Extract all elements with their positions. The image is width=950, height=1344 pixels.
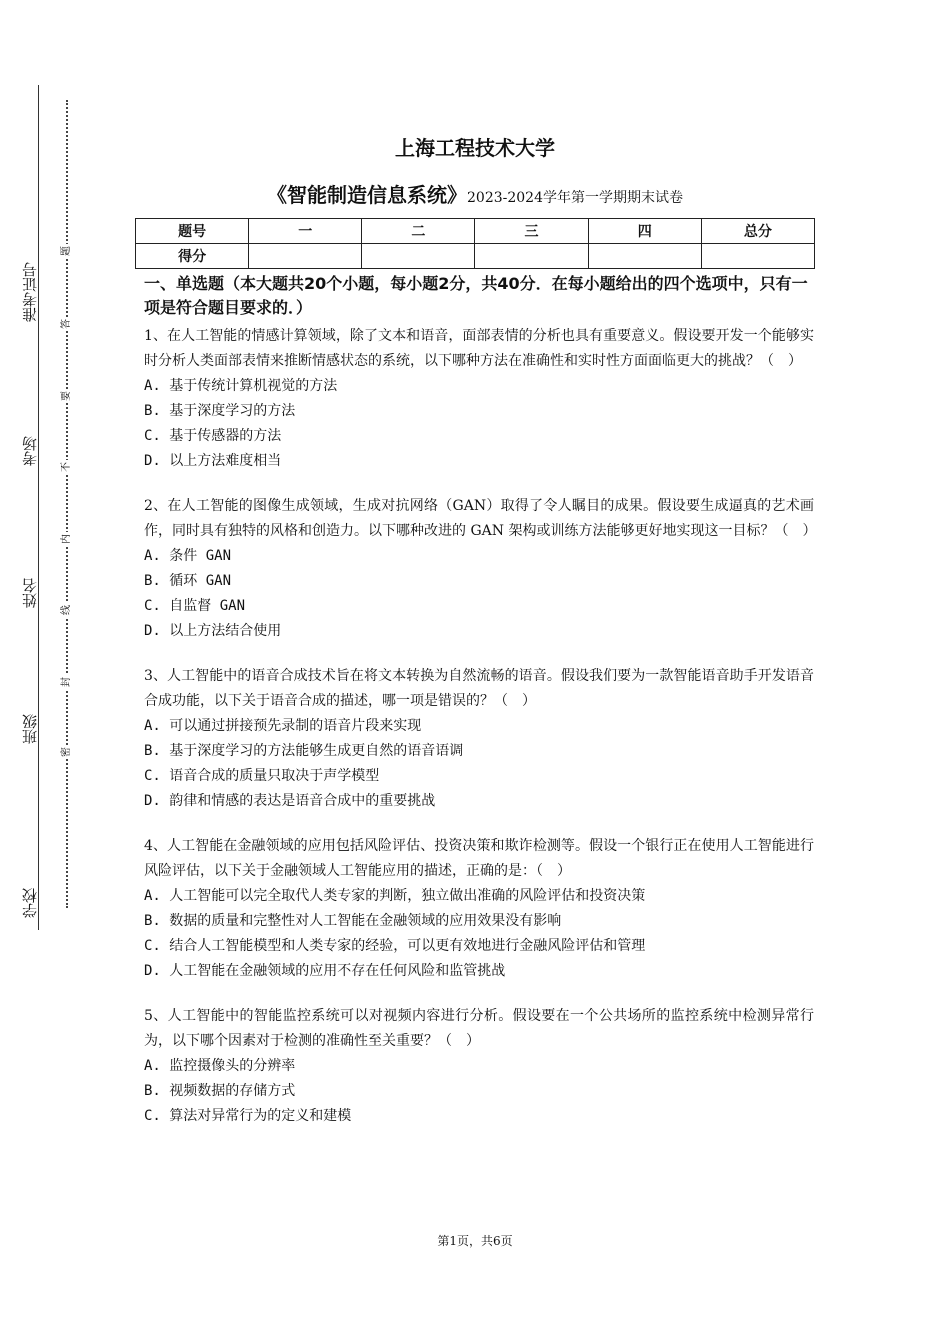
option-c: C. 语音合成的质量只取决于声学模型 [144,768,380,784]
option-a: A. 监控摄像头的分辨率 [144,1058,296,1074]
score-cell [475,244,588,269]
exam-room-label: 考场 [21,436,39,466]
question-stem: 1、在人工智能的情感计算领域，除了文本和语音，面部表情的分析也具有重要意义。假设要开发一个能够实时分析人类面部表情来推断情感状态的系统，以下哪种方法在准确性和实时性方面面临更大的挑战？（ ） [144,328,814,369]
name-label: 姓名 [21,578,39,608]
option-b: B. 数据的质量和完整性对人工智能在金融领域的应用效果没有影响 [144,913,562,929]
question-stem: 2、在人工智能的图像生成领域，生成对抗网络（GAN）取得了令人瞩目的成果。假设要生成逼真的艺术画作，同时具有独特的风格和创造力。以下哪种改进的 GAN 架构或训练方法能够更好地实现这一目标？（ ） [144,498,817,539]
score-header-cell: 总分 [701,219,814,244]
option-c: C. 基于传感器的方法 [144,428,282,444]
course-name: 《智能制造信息系统》 [267,183,467,207]
question-item [144,664,814,814]
exam-subtitle [0,179,950,208]
question-item [144,494,817,644]
option-d: D. 韵律和情感的表达是语音合成中的重要挑战 [144,793,436,809]
question-item [144,834,814,984]
section-heading: 一、单选题（本大题共20个小题，每小题2分，共40分．在每小题给出的四个选项中，只有一项是符合题目要求的．） [144,274,808,317]
option-d: D. 人工智能在金融领域的应用不存在任何风险和监管挑战 [144,963,506,979]
seal-char: 答 [61,319,72,329]
option-a: A. 条件 GAN [144,548,232,564]
option-d: D. 以上方法结合使用 [144,623,282,639]
score-header-cell: 四 [588,219,701,244]
question-stem: 4、人工智能在金融领域的应用包括风险评估、投资决策和欺诈检测等。假设一个银行正在使用人工智能进行风险评估，以下关于金融领域人工智能应用的描述，正确的是：（ ） [144,838,814,879]
option-a: A. 人工智能可以完全取代人类专家的判断，独立做出准确的风险评估和投资决策 [144,888,646,904]
score-cell [588,244,701,269]
seal-char: 线 [61,605,72,615]
page-number: 第1页，共6页 [437,1234,513,1248]
seal-char: 密 [61,747,72,757]
option-d: D. 以上方法难度相当 [144,453,282,469]
score-header-cell: 一 [249,219,362,244]
score-header-cell: 题号 [136,219,249,244]
score-cell [701,244,814,269]
seal-char: 不 [61,462,72,472]
option-c: C. 结合人工智能模型和人类专家的经验，可以更有效地进行金融风险评估和管理 [144,938,646,954]
score-header-cell: 三 [475,219,588,244]
seal-char: 题 [61,246,72,256]
question-section [144,272,817,1149]
exam-term: 2023-2024学年第一学期期末试卷 [467,190,683,206]
seal-char: 内 [61,534,72,544]
seal-char: 封 [61,677,72,687]
option-a: A. 基于传统计算机视觉的方法 [144,378,338,394]
school-label: 学校 [21,888,39,918]
question-stem: 5、人工智能中的智能监控系统可以对视频内容进行分析。假设要在一个公共场所的监控系统中检测异常行为，以下哪个因素对于检测的准确性至关重要？（ ） [144,1008,814,1049]
option-b: B. 基于深度学习的方法能够生成更自然的语音语调 [144,743,464,759]
university-title: 上海工程技术大学 [395,136,555,160]
option-c: C. 算法对异常行为的定义和建模 [144,1108,352,1124]
option-b: B. 视频数据的存储方式 [144,1083,296,1099]
exam-number-label: 准考证号 [21,262,39,322]
class-label: 班级 [21,714,39,744]
seal-char: 要 [61,391,72,401]
score-cell [362,244,475,269]
score-table-score-row [136,244,815,269]
question-item [144,1004,814,1129]
option-b: B. 循环 GAN [144,573,232,589]
option-b: B. 基于深度学习的方法 [144,403,296,419]
score-table [135,218,815,269]
option-a: A. 可以通过拼接预先录制的语音片段来实现 [144,718,422,734]
score-row-label: 得分 [136,244,249,269]
score-header-cell: 二 [362,219,475,244]
score-table-header-row [136,219,815,244]
score-cell [249,244,362,269]
binding-vertical-rule [38,85,39,930]
seal-dotted-line [66,100,68,908]
option-c: C. 自监督 GAN [144,598,246,614]
question-stem: 3、人工智能中的语音合成技术旨在将文本转换为自然流畅的语音。假设我们要为一款智能语音助手开发语音合成功能，以下关于语音合成的描述，哪一项是错误的？（ ） [144,668,814,709]
question-item [144,324,814,474]
